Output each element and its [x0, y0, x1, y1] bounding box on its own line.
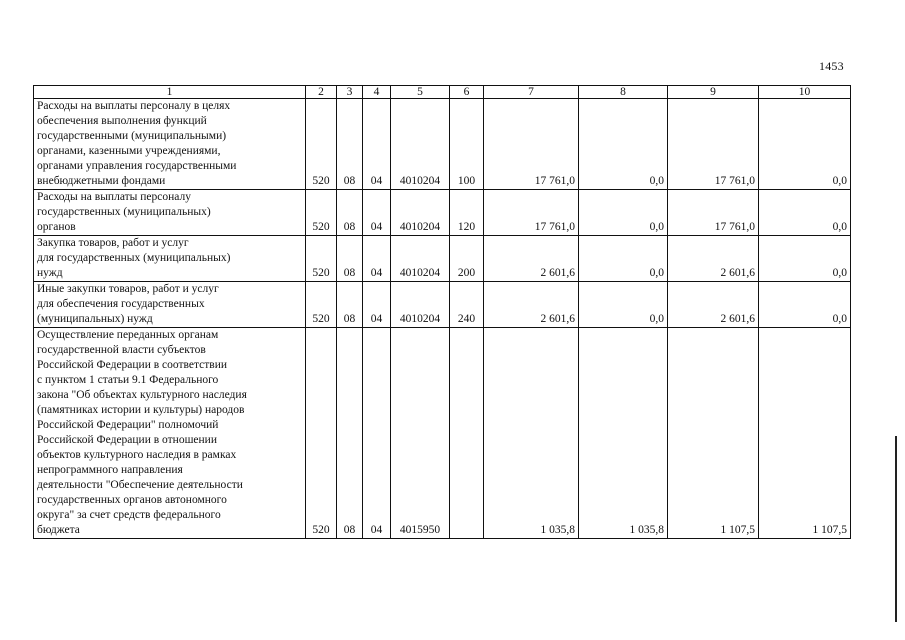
row-description: Осуществление переданных органам государственной власти субъектов Российской Федерации в соответствии с пунктом 1 статьи 9.1 Федерального закона "Об объектах культурного наследия (памятниках истории и культуры) народов Российской Федерации" полномочий Российской Федерации в отношении объектов культурного наследия в рамках непрограммного направления деятельности "Обеспечение деятельности государственных органов автономного округа" за счет средств федерального бюджета	[34, 328, 306, 539]
cell-amount: 0,0	[759, 282, 851, 328]
cell-subsection: 04	[363, 282, 391, 328]
cell-expense-type: 200	[450, 236, 484, 282]
cell-amount: 1 107,5	[668, 328, 759, 539]
cell-expense-type: 100	[450, 99, 484, 190]
cell-expense-type: 120	[450, 190, 484, 236]
cell-amount: 0,0	[579, 282, 668, 328]
cell-admin-code: 520	[306, 282, 337, 328]
cell-amount: 2 601,6	[484, 236, 579, 282]
cell-admin-code: 520	[306, 236, 337, 282]
cell-amount: 17 761,0	[484, 99, 579, 190]
cell-section: 08	[337, 282, 363, 328]
budget-table	[33, 85, 851, 539]
cell-section: 08	[337, 328, 363, 539]
column-header: 8	[579, 86, 668, 99]
cell-amount: 2 601,6	[668, 282, 759, 328]
cell-target-article: 4010204	[391, 236, 450, 282]
row-description: Закупка товаров, работ и услуг для государственных (муниципальных) нужд	[34, 236, 306, 282]
column-header: 7	[484, 86, 579, 99]
cell-amount: 17 761,0	[484, 190, 579, 236]
cell-subsection: 04	[363, 190, 391, 236]
cell-amount: 17 761,0	[668, 190, 759, 236]
cell-amount: 1 035,8	[484, 328, 579, 539]
cell-admin-code: 520	[306, 190, 337, 236]
cell-amount: 0,0	[759, 190, 851, 236]
cell-amount: 17 761,0	[668, 99, 759, 190]
table-row	[34, 99, 851, 190]
cell-subsection: 04	[363, 328, 391, 539]
column-header: 9	[668, 86, 759, 99]
cell-amount: 0,0	[759, 236, 851, 282]
cell-admin-code: 520	[306, 328, 337, 539]
cell-admin-code: 520	[306, 99, 337, 190]
cell-amount: 0,0	[579, 190, 668, 236]
cell-expense-type: 240	[450, 282, 484, 328]
cell-section: 08	[337, 190, 363, 236]
cell-amount: 0,0	[579, 236, 668, 282]
column-header: 2	[306, 86, 337, 99]
column-header: 3	[337, 86, 363, 99]
cell-section: 08	[337, 236, 363, 282]
table-row	[34, 328, 851, 539]
cell-subsection: 04	[363, 236, 391, 282]
cell-amount: 1 107,5	[759, 328, 851, 539]
cell-target-article: 4015950	[391, 328, 450, 539]
table-row	[34, 190, 851, 236]
column-header: 1	[34, 86, 306, 99]
table-header-row	[34, 86, 851, 99]
column-header: 4	[363, 86, 391, 99]
cell-target-article: 4010204	[391, 99, 450, 190]
row-description: Иные закупки товаров, работ и услуг для обеспечения государственных (муниципальных) нужд	[34, 282, 306, 328]
cell-amount: 1 035,8	[579, 328, 668, 539]
column-header: 6	[450, 86, 484, 99]
row-description: Расходы на выплаты персоналу государственных (муниципальных) органов	[34, 190, 306, 236]
cell-amount: 0,0	[759, 99, 851, 190]
cell-target-article: 4010204	[391, 190, 450, 236]
cell-subsection: 04	[363, 99, 391, 190]
cell-amount: 2 601,6	[484, 282, 579, 328]
cell-expense-type	[450, 328, 484, 539]
table-row	[34, 282, 851, 328]
table-row	[34, 236, 851, 282]
cell-section: 08	[337, 99, 363, 190]
column-header: 10	[759, 86, 851, 99]
cell-target-article: 4010204	[391, 282, 450, 328]
cell-amount: 2 601,6	[668, 236, 759, 282]
cell-amount: 0,0	[579, 99, 668, 190]
scan-edge-line	[895, 436, 897, 622]
page-number: 1453	[819, 59, 844, 73]
row-description: Расходы на выплаты персоналу в целях обеспечения выполнения функций государственными (муниципальными) органами, казенными учреждениями, органами управления государственными внебюджетными фондами	[34, 99, 306, 190]
column-header: 5	[391, 86, 450, 99]
